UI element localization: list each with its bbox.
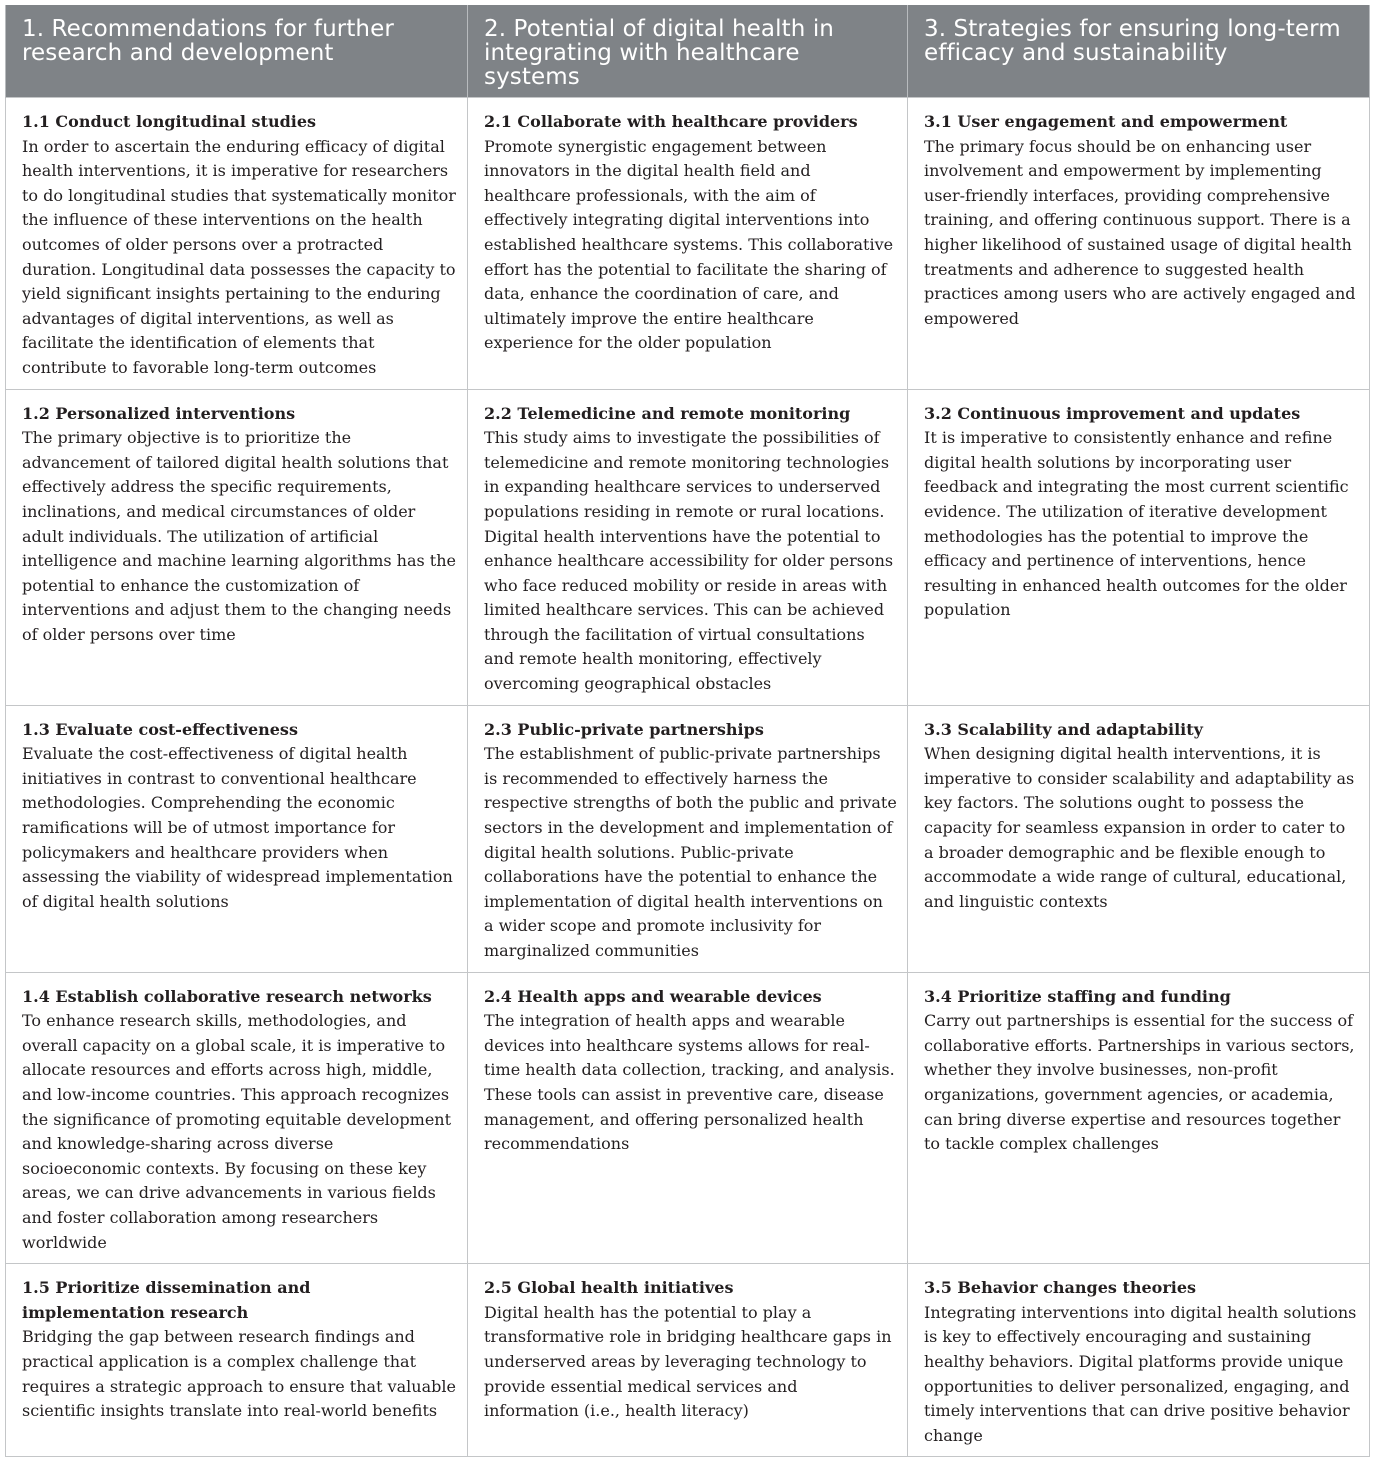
column-header-3: 3. Strategies for ensuring long-term efficacy and sustainability	[908, 5, 1370, 98]
cell-title: 1.1 Conduct longitudinal studies	[22, 112, 317, 131]
table-cell	[908, 98, 1370, 390]
cell-title: 3.3 Scalability and adaptability	[924, 719, 1203, 739]
cell-body: This study aims to investigate the possibilities of telemedicine and remote monitoring technologies in expanding healthcare services to underserved populations residing in remote or rural locations. Digital health interventions have the potential to enhance healthcare accessibility for older persons who face reduced mobility or reside in areas with limited healthcare services. This can be achieved through the facilitation of virtual consultations and remote health monitoring, effectively overcoming geographical obstacles	[484, 428, 894, 694]
table-cell	[6, 389, 468, 705]
cell-title: 1.5 Prioritize dissemination and implementation research	[22, 1278, 311, 1322]
cell-title: 3.4 Prioritize staffing and funding	[924, 986, 1231, 1006]
table-cell	[468, 972, 908, 1264]
cell-body: Evaluate the cost-effectiveness of digital health initiatives in contrast to conventional healthcare methodologies. Comprehending the economic ramifications will be of utmost importance for policymakers and healthcare providers when assessing the viability of widespread implementation of digital health solutions	[22, 744, 453, 911]
cell-title: 2.2 Telemedicine and remote monitoring	[484, 403, 851, 423]
table-row	[6, 98, 1370, 390]
cell-body: The primary objective is to prioritize the advancement of tailored digital health solutions that effectively address the specific requirements, inclinations, and medical circumstances of older adult individuals. The utilization of artificial intelligence and machine learning algorithms has the potential to enhance the customization of interventions and adjust them to the changing needs of older persons over time	[22, 428, 456, 644]
table-cell	[468, 1264, 908, 1457]
cell-title: 1.3 Evaluate cost-effectiveness	[22, 719, 298, 739]
header-row	[6, 5, 1370, 98]
table-row	[6, 972, 1370, 1264]
cell-body: It is imperative to consistently enhance and refine digital health solutions by incorporating user feedback and integrating the most current scientific evidence. The utilization of iterative development methodologies has the potential to improve the efficacy and pertinence of interventions, hence resulting in enhanced health outcomes for the older population	[924, 428, 1349, 620]
cell-title: 2.4 Health apps and wearable devices	[484, 986, 822, 1006]
table-cell	[468, 389, 908, 705]
cell-body: Integrating interventions into digital health solutions is key to effectively encouraging and sustaining healthy behaviors. Digital platforms provide unique opportunities to deliver personalized, engaging, and timely interventions that can drive positive behavior change	[924, 1302, 1357, 1445]
table-cell	[6, 98, 468, 390]
cell-body: Bridging the gap between research findings and practical application is a complex challenge that requires a strategic approach to ensure that valuable scientific insights translate into real-world benefits	[22, 1327, 456, 1421]
table-cell	[6, 972, 468, 1264]
cell-title: 3.5 Behavior changes theories	[924, 1278, 1197, 1298]
table-cell	[908, 705, 1370, 972]
cell-body: When designing digital health interventions, it is imperative to consider scalability and adaptability as key factors. The solutions ought to possess the capacity for seamless expansion in order to cater to a broader demographic and be flexible enough to accommodate a wide range of cultural, educational, and linguistic contexts	[924, 744, 1355, 911]
table-cell	[908, 1264, 1370, 1457]
table-cell	[908, 389, 1370, 705]
cell-body: Promote synergistic engagement between innovators in the digital health field and healthcare professionals, with the aim of effectively integrating digital interventions into established healthcare systems. This collaborative effort has the potential to facilitate the sharing of data, enhance the coordination of care, and ultimately improve the entire healthcare experience for the older population	[484, 136, 894, 353]
cell-body: Carry out partnerships is essential for the success of collaborative efforts. Partnerships in various sectors, whether they involve businesses, non-profit organizations, government agencies, or academia, can bring diverse expertise and resources together to tackle complex challenges	[924, 1011, 1355, 1154]
table-row	[6, 705, 1370, 972]
cell-title: 1.4 Establish collaborative research networks	[22, 986, 432, 1006]
cell-body: To enhance research skills, methodologies, and overall capacity on a global scale, it is imperative to allocate resources and efforts across high, middle, and low-income countries. This approach recognizes the significance of promoting equitable development and knowledge-sharing across diverse socioeconomic contexts. By focusing on these key areas, we can drive advancements in various fields and foster collaboration among researchers worldwide	[22, 1011, 452, 1252]
recommendations-table	[5, 5, 1370, 1457]
table-cell	[468, 705, 908, 972]
cell-body: Digital health has the potential to play a transformative role in bridging healthcare gaps in underserved areas by leveraging technology to provide essential medical services and information (i.e., health literacy)	[484, 1302, 892, 1421]
column-header-2: 2. Potential of digital health in integrating with healthcare systems	[468, 5, 908, 98]
table-row	[6, 389, 1370, 705]
cell-body: The integration of health apps and wearable devices into healthcare systems allows for real-time health data collection, tracking, and analysis. These tools can assist in preventive care, disease management, and offering personalized health recommendations	[484, 1011, 895, 1154]
cell-title: 3.1 User engagement and empowerment	[924, 112, 1288, 131]
cell-title: 3.2 Continuous improvement and updates	[924, 403, 1301, 423]
cell-title: 1.2 Personalized interventions	[22, 403, 296, 423]
cell-body: The establishment of public-private partnerships is recommended to effectively harness the respective strengths of both the public and private sectors in the development and implementation of digital health solutions. Public-private collaborations have the potential to enhance the implementation of digital health interventions on a wider scope and promote inclusivity for marginalized communities	[484, 744, 897, 960]
cell-body: The primary focus should be on enhancing user involvement and empowerment by implementing user-friendly interfaces, providing comprehensive training, and offering continuous support. There is a higher likelihood of sustained usage of digital health treatments and adherence to suggested health practices among users who are actively engaged and empowered	[924, 136, 1356, 328]
table-cell	[468, 98, 908, 390]
table-cell	[6, 705, 468, 972]
column-header-1: 1. Recommendations for further research and development	[6, 5, 468, 98]
table-row	[6, 1264, 1370, 1457]
cell-title: 2.3 Public-private partnerships	[484, 719, 764, 739]
cell-body: In order to ascertain the enduring efficacy of digital health interventions, it is imperative for researchers to do longitudinal studies that systematically monitor the influence of these interventions on the health outcomes of older persons over a protracted duration. Longitudinal data possesses the capacity to yield significant insights pertaining to the enduring advantages of digital interventions, as well as facilitate the identification of elements that contribute to favorable long-term outcomes	[22, 136, 456, 377]
table-cell	[908, 972, 1370, 1264]
cell-title: 2.5 Global health initiatives	[484, 1278, 734, 1298]
table-cell	[6, 1264, 468, 1457]
cell-title: 2.1 Collaborate with healthcare providers	[484, 112, 858, 131]
